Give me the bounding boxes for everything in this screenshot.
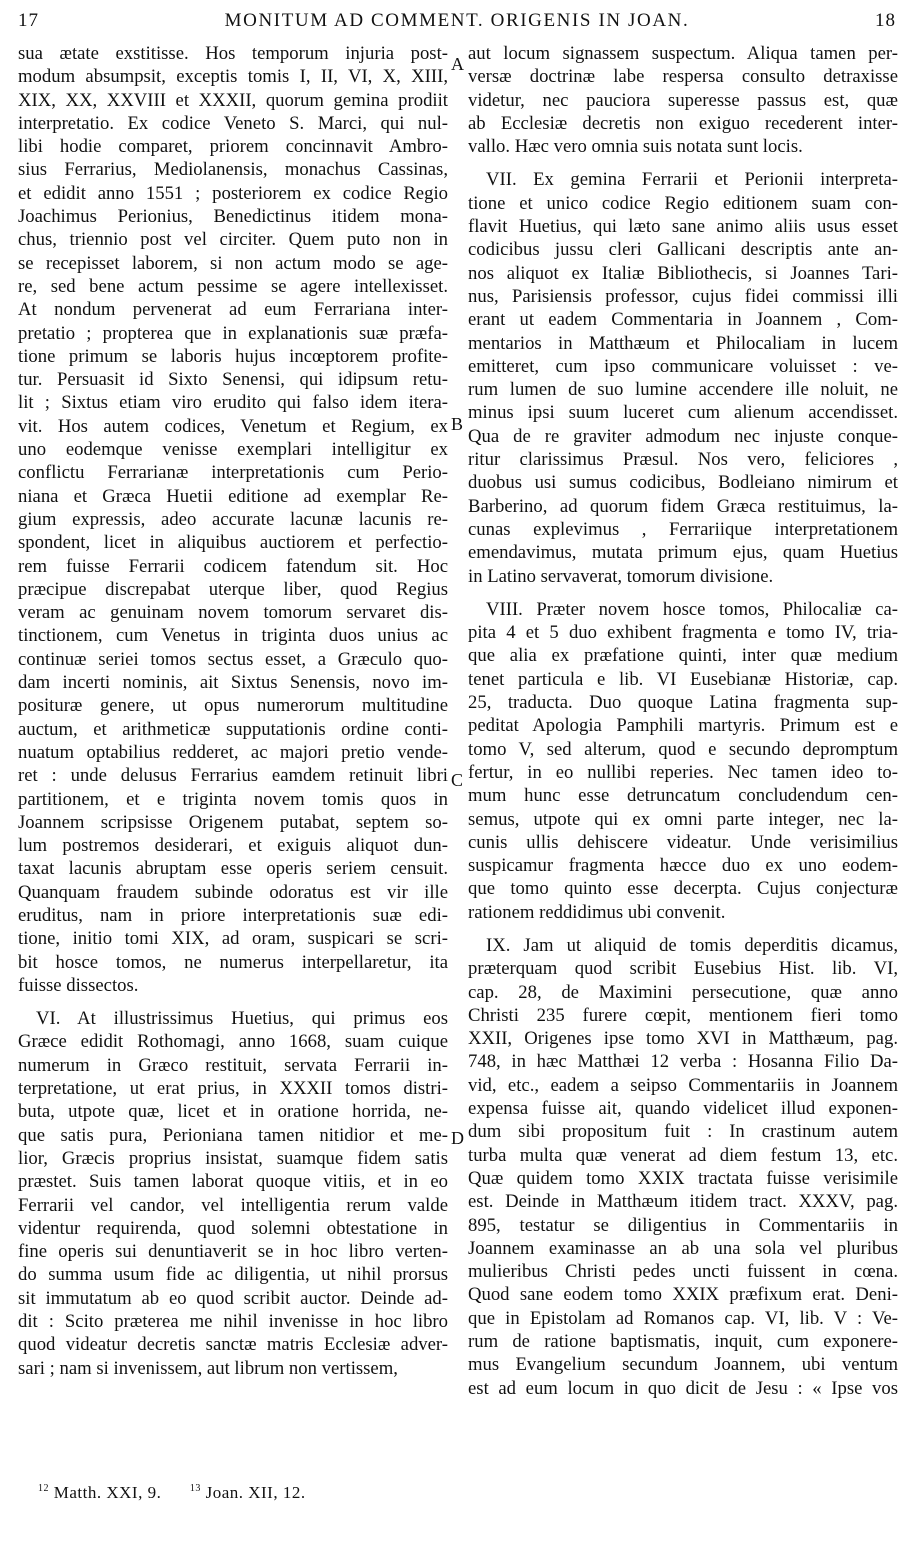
running-header (18, 8, 896, 34)
text-line: nuatum optabilius redderet, ac majori pretio vende- (18, 741, 448, 763)
text-line: chus, triennio post vel circiter. Quem puto non in (18, 229, 448, 251)
right-column (468, 42, 898, 1400)
text-line: veram ac genuinam novem tomorum servaret dis- (18, 602, 448, 624)
text-line: mum hunc esse detruncatum concludendum cen- (468, 785, 898, 807)
text-line: vid, etc., eadem a seipso Commentariis in Joannem (468, 1074, 898, 1096)
text-line: tenet particula e lib. VI Eusebianæ Historiæ, cap. (468, 668, 898, 690)
text-line: interpretatio. Ex codice Veneto S. Marci, qui nul- (18, 112, 448, 134)
text-line: numerum in Græco restituit, servata Ferrarii in- (18, 1054, 448, 1076)
text-line: mentarios in Matthæum et Philocaliam in lucem (468, 332, 898, 354)
text-line: Quæ quidem tomo XXIX tractata fuisse verisimile (468, 1167, 898, 1189)
footnotes (38, 1483, 306, 1503)
text-line: præterquam quod scribit Eusebius Hist. lib. VI, (468, 958, 898, 980)
margin-letter-b: B (451, 414, 464, 434)
text-line: 895, testatur se diligentius in Commentariis in (468, 1214, 898, 1236)
footnote-number: 12 (38, 1483, 49, 1494)
text-line: continuæ seriei tomos sectus esset, a Græculo quo- (18, 648, 448, 670)
text-line: se recepisset laborem, si non actum modo se age- (18, 252, 448, 274)
text-line: fertur, in eo nullibi reperies. Nec tamen ideo to- (468, 761, 898, 783)
text-line: mulieribus Christi pedes uncti fuissent in cœna. (468, 1261, 898, 1283)
text-line: et edidit anno 1551 ; posteriorem ex codice Regio (18, 182, 448, 204)
text-line: codicibus jussu cleri Gallicani descriptis ante an- (468, 239, 898, 261)
text-line: præstet. Suis tamen laborat quoque vitiis, et in eo (18, 1171, 448, 1193)
text-line: tinctionem, cum Venetus in triginta duos unius ac (18, 625, 448, 647)
text-line: que satis pura, Perioniana tamen nitidior et me- (18, 1124, 448, 1146)
text-line: XXII, Origenes ipse tomo XVI in Matthæum, pag. (468, 1028, 898, 1050)
left-column (18, 42, 448, 1380)
text-line: que alia ex præfatione quinti, inter quæ medium (468, 645, 898, 667)
text-line: sius Ferrarius, Mediolanensis, monachus Cassinas, (18, 159, 448, 181)
text-line: Joannem examinasse an ab una sola vel pluribus (468, 1237, 898, 1259)
text-line: fuisse dissectos. (18, 974, 139, 996)
text-line: mus Evangelium secundum Joannem, ubi ventum (468, 1354, 898, 1376)
text-line: videtur, nec pauciora superesse passus est, quæ (468, 89, 898, 111)
text-line: conflictu Ferrarianæ interpretationis cum Perio- (18, 462, 448, 484)
text-line: 748, in hæc Matthæi 12 verba : Hosanna Filio Da- (468, 1051, 898, 1073)
text-line: vallo. Hæc vero omnia suis notata sunt locis. (468, 136, 803, 158)
margin-letter-a: A (451, 54, 464, 74)
text-line: VII. Ex gemina Ferrarii et Perionii interpreta- (486, 169, 898, 191)
text-line: aut locum signassem suspectum. Aliqua tamen per- (468, 43, 898, 64)
margin-letter-c: C (451, 770, 464, 790)
text-line: que tomo quinto esse decerpta. Cujus conjecturæ (468, 878, 898, 900)
text-line: 25, traducta. Duo quoque Latina fragmenta sup- (468, 692, 898, 714)
text-line: rem fuisse Ferrarii codicem fatendum sit. Hoc (18, 555, 448, 577)
text-line: Christi 235 furere cœpit, mentionem fieri tomo (468, 1004, 898, 1026)
text-line: spondent, licet in aliquibus auctiorem et perfectio- (18, 532, 448, 554)
text-line: versæ doctrinæ labe respersa consulto detraxisse (468, 66, 898, 88)
text-line: videntur requirenda, quod solemni obtestatione in (18, 1217, 448, 1239)
text-line: sit immutatum ab eo quod scribit auctor. Deinde ad- (18, 1287, 448, 1309)
text-line: tur. Persuasit id Sixto Senensi, qui idipsum retu- (18, 369, 448, 391)
text-line: bit hosce tomos, ne numerus interpellaretur, ita (18, 951, 448, 973)
text-line: posituræ genere, ut opus numerorum multitudine (18, 695, 448, 717)
text-line: nos aliquot ex Italiæ Bibliothecis, si Joannes Tari- (468, 262, 898, 284)
text-line: VIII. Præter novem hosce tomos, Philocaliæ ca- (486, 598, 898, 620)
text-line: Quanquam fraudem subinde odoratus est vir ille (18, 881, 448, 903)
text-line: que in Epistolam ad Romanos cap. VI, lib. V : Ve- (468, 1307, 898, 1329)
paragraph-gap (18, 997, 448, 1007)
text-line: XIX, XX, XXVIII et XXXII, quorum gemina prodiit (18, 89, 448, 111)
text-line: eruditus, nam in priore interpretationis suæ edi- (18, 904, 448, 926)
text-line: libi hodie comparet, priorem concinnavit Ambro- (18, 136, 448, 158)
text-line: buta, utpote quæ, licet et in oratione horrida, ne- (18, 1101, 448, 1123)
page-number-right: 18 (874, 10, 896, 31)
text-line: ret : unde delusus Ferrarius eamdem retinuit libri (18, 765, 448, 787)
text-line: minus ipsi suum luceret cum alienum accendisset. (468, 402, 898, 424)
text-line: VI. At illustrissimus Huetius, qui primus eos (36, 1008, 448, 1030)
text-line: cunas explevimus , Ferrariique interpretationem (468, 518, 898, 540)
text-line: rationem reddidimus ubi convenit. (468, 901, 726, 923)
text-line: emitteret, cum ipso communicare voluisset : ve- (468, 355, 898, 377)
text-line: partitionem, et e triginta novem tomis quos in (18, 788, 448, 810)
text-line: cunis ullis dehiscere videatur. Unde verisimilius (468, 831, 898, 853)
text-line: in Latino servaverat, tomorum divisione. (468, 565, 774, 587)
text-line: suspicamur fragmenta hæcce duo ex uno eodem- (468, 855, 898, 877)
text-line: dam incerti nominis, ait Sixtus Senensis, novo im- (18, 672, 448, 694)
text-line: lior, Græcis proprius insistat, suamque fidem satis (18, 1147, 448, 1169)
paragraph-gap (468, 588, 898, 598)
margin-letter-d: D (451, 1128, 464, 1148)
text-line: uno eodemque venisse exemplari intelligitur ex (18, 439, 448, 461)
text-line: pretatio ; propterea que in explanationis suæ præfa- (18, 322, 448, 344)
text-line: flavit Huetius, qui læto sane animo aliis usus esset (468, 216, 898, 238)
text-line: lit ; Sixtus etiam viro erudito qui falso idem itera- (18, 392, 448, 414)
footnote-text: Matth. XXI, 9. (53, 1483, 162, 1502)
text-line: semus, utpote qui ex omni parte integer, nec la- (468, 808, 898, 830)
text-line: tione primum se laboris hujus incœptorem profite- (18, 345, 448, 367)
text-line: taxat lacunis abruptam esse operis seriem censuit. (18, 858, 448, 880)
text-line: At nondum pervenerat ad eum Ferrariana inter- (18, 299, 448, 321)
text-line: Barberino, ad quorum fidem Græca restituimus, la- (468, 495, 898, 517)
text-line: sua ætate exstitisse. Hos temporum injuria post- (18, 43, 448, 64)
text-line: modum absumpsit, exceptis tomis I, II, VI, X, XIII, (18, 66, 448, 88)
text-line: Quod sane eodem tomo XXIX præfixum erat. Deni- (468, 1284, 898, 1306)
text-line: Ferrarii vel candor, vel intelligentia rerum valde (18, 1194, 448, 1216)
text-line: ritur clarissimus Præsul. Nos vero, feliciores , (468, 449, 898, 471)
text-line: tomo V, sed alterum, quod e secundo depromptum (468, 738, 898, 760)
paragraph-gap (468, 158, 898, 168)
text-line: rum lumen de suo lumine accendere ille noluit, ne (468, 379, 898, 401)
text-line: dit : Scito præterea me nihil invenisse in hoc libro (18, 1311, 448, 1333)
text-line: erant ut eadem Commentaria in Joannem , Com- (468, 309, 898, 331)
text-line: niana et Græca Huetii editione ad exemplar Re- (18, 485, 448, 507)
text-line: gium expressis, adeo accurate lacunæ lacunis re- (18, 508, 448, 530)
text-line: est ad eum locum in quo dicit de Jesu : « Ipse vos (468, 1377, 898, 1399)
text-line: ab Ecclesiæ decretis non exiguo recederent inter- (468, 112, 898, 134)
page-number-left: 17 (18, 10, 39, 31)
text-line: dum sibi propositum fuit : In crastinum autem (468, 1121, 898, 1143)
text-line: nus, Parisiensis professor, cujus fidei commissi illi (468, 285, 898, 307)
text-line: re, sed bene actum pessime se agere intellexisset. (18, 275, 448, 297)
text-line: emendavimus, mutata primum ejus, quam Huetius (468, 542, 898, 564)
text-line: quod videatur decretis sanctæ matris Ecclesiæ adver- (18, 1334, 448, 1356)
text-line: lum postremos desiderari, et exiguis aliquot dun- (18, 835, 448, 857)
text-line: sari ; nam si invenissem, aut librum non vertissem, (18, 1357, 398, 1379)
text-line: do summa usum fide ac diligentia, ut nihil prorsus (18, 1264, 448, 1286)
text-line: præcipue discrepabat uterque liber, quod Regius (18, 578, 448, 600)
text-line: auctum, et arithmeticæ supputationis ordine conti- (18, 718, 448, 740)
text-line: tione, initio tomi XIX, ad oram, suspicari se scri- (18, 928, 448, 950)
text-line: fine operis sui denuntiaverit se in hoc libro verten- (18, 1241, 448, 1263)
text-line: peditat Apologia Pamphili martyris. Primum est e (468, 715, 898, 737)
text-line: vit. Hos autem codices, Venetum et Regium, ex (18, 415, 448, 437)
text-line: Græce edidit Rothomagi, anno 1668, suam cuique (18, 1031, 448, 1053)
text-line: IX. Jam ut aliquid de tomis deperditis dicamus, (486, 934, 898, 956)
text-line: rum de ratione baptismatis, inquit, cum exponere- (468, 1331, 898, 1353)
text-line: tione et unico codice Regio editionem suam con- (468, 192, 898, 214)
text-line: Joannem scripsisse Origenem putabat, septem so- (18, 811, 448, 833)
running-title: MONITUM AD COMMENT. ORIGENIS IN JOAN. (224, 10, 690, 31)
text-line: Qua de re graviter admodum nec injuste conque- (468, 425, 898, 447)
text-line: cap. 28, de Maximini persecutione, quæ anno (468, 981, 898, 1003)
text-line: duobus usi sumus codicibus, Bodleiano nimirum et (468, 472, 898, 494)
text-line: expensa fuisse ait, quando videlicet illud exponen- (468, 1098, 898, 1120)
text-line: est. Deinde in Matthæum itidem tract. XXXV, pag. (468, 1191, 898, 1213)
footnote-text: Joan. XII, 12. (205, 1483, 306, 1502)
text-line: turba multa quæ venerat ad diem festum 13, etc. (468, 1144, 898, 1166)
footnote-number: 13 (189, 1483, 201, 1494)
paragraph-gap (468, 924, 898, 934)
text-line: pita 4 et 5 duo exhibent fragmenta e tomo IV, tria- (468, 622, 898, 644)
text-line: Joachimus Perionius, Benedictinus itidem mona- (18, 206, 448, 228)
text-line: terpretatione, ut erat prius, in XXXII tomos distri- (18, 1078, 448, 1100)
